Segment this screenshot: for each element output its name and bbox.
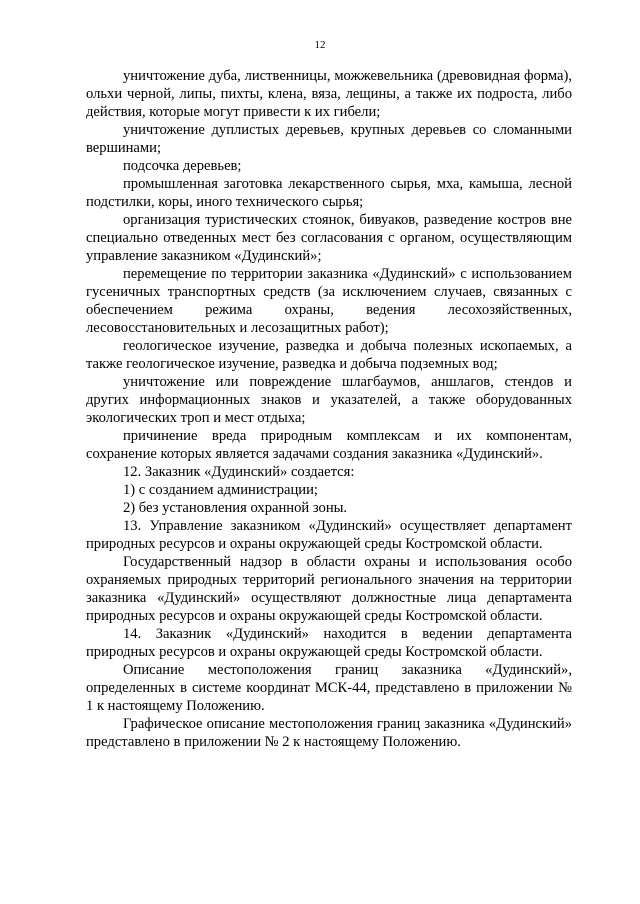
paragraph-hollow-trees: уничтожение дуплистых деревьев, крупных деревьев со сломанными вершинами; <box>86 122 572 156</box>
paragraph-signs-damage: уничтожение или повреждение шлагбаумов, аншлагов, стендов и других информационных знаков и указателей, а также оборудованных экологических троп и мест отдыха; <box>86 374 572 426</box>
paragraph-harm-complexes: причинение вреда природным комплексам и их компонентам, сохранение которых является задачами создания заказника «Дудинский». <box>86 428 572 462</box>
page-number: 12 <box>314 39 326 51</box>
paragraph-geology: геологическое изучение, разведка и добыча полезных ископаемых, а также геологическое изучение, разведка и добыча подземных вод; <box>86 338 572 372</box>
paragraph-item-12-1: 1) с созданием администрации; <box>123 482 318 498</box>
paragraph-graphic-description: Графическое описание местоположения границ заказника «Дудинский» представлено в приложении № 2 к настоящему Положению. <box>86 716 572 750</box>
paragraph-item-14: 14. Заказник «Дудинский» находится в ведении департамента природных ресурсов и охраны окружающей среды Костромской области. <box>86 626 572 660</box>
paragraph-tapping: подсочка деревьев; <box>123 158 242 174</box>
paragraph-oak-larch-destruction: уничтожение дуба, лиственницы, можжевельника (древовидная форма), ольхи черной, липы, пихты, клена, вяза, лещины, а также их подроста, либо действия, которые могут привести к их гибели; <box>86 68 572 120</box>
paragraph-industrial-harvest: промышленная заготовка лекарственного сырья, мха, камыша, лесной подстилки, коры, иного технического сырья; <box>86 176 572 210</box>
paragraph-item-12: 12. Заказник «Дудинский» создается: <box>123 464 355 480</box>
paragraph-tourist-camps: организация туристических стоянок, бивуаков, разведение костров вне специально отведенных мест без согласования с органом, осуществляющим управление заказником «Дудинский»; <box>86 212 572 264</box>
paragraph-item-13: 13. Управление заказником «Дудинский» осуществляет департамент природных ресурсов и охраны окружающей среды Костромской области. <box>86 518 572 552</box>
paragraph-state-supervision: Государственный надзор в области охраны и использования особо охраняемых природных территорий регионального значения на территории заказника «Дудинский» осуществляют должностные лица департамента природных ресурсов и охраны окружающей среды Костромской области. <box>86 554 572 624</box>
paragraph-tracked-vehicles: перемещение по территории заказника «Дудинский» с использованием гусеничных транспортных средств (за исключением случаев, связанных с обеспечением режима охраны, ведения лесохозяйственных, лесовосстановительных и лесозащитных работ); <box>86 266 572 336</box>
paragraph-item-12-2: 2) без установления охранной зоны. <box>123 500 348 516</box>
document-body <box>86 67 572 751</box>
paragraph-boundary-description: Описание местоположения границ заказника «Дудинский», определенных в системе координат МСК-44, представлено в приложении № 1 к настоящему Положению. <box>86 662 572 714</box>
